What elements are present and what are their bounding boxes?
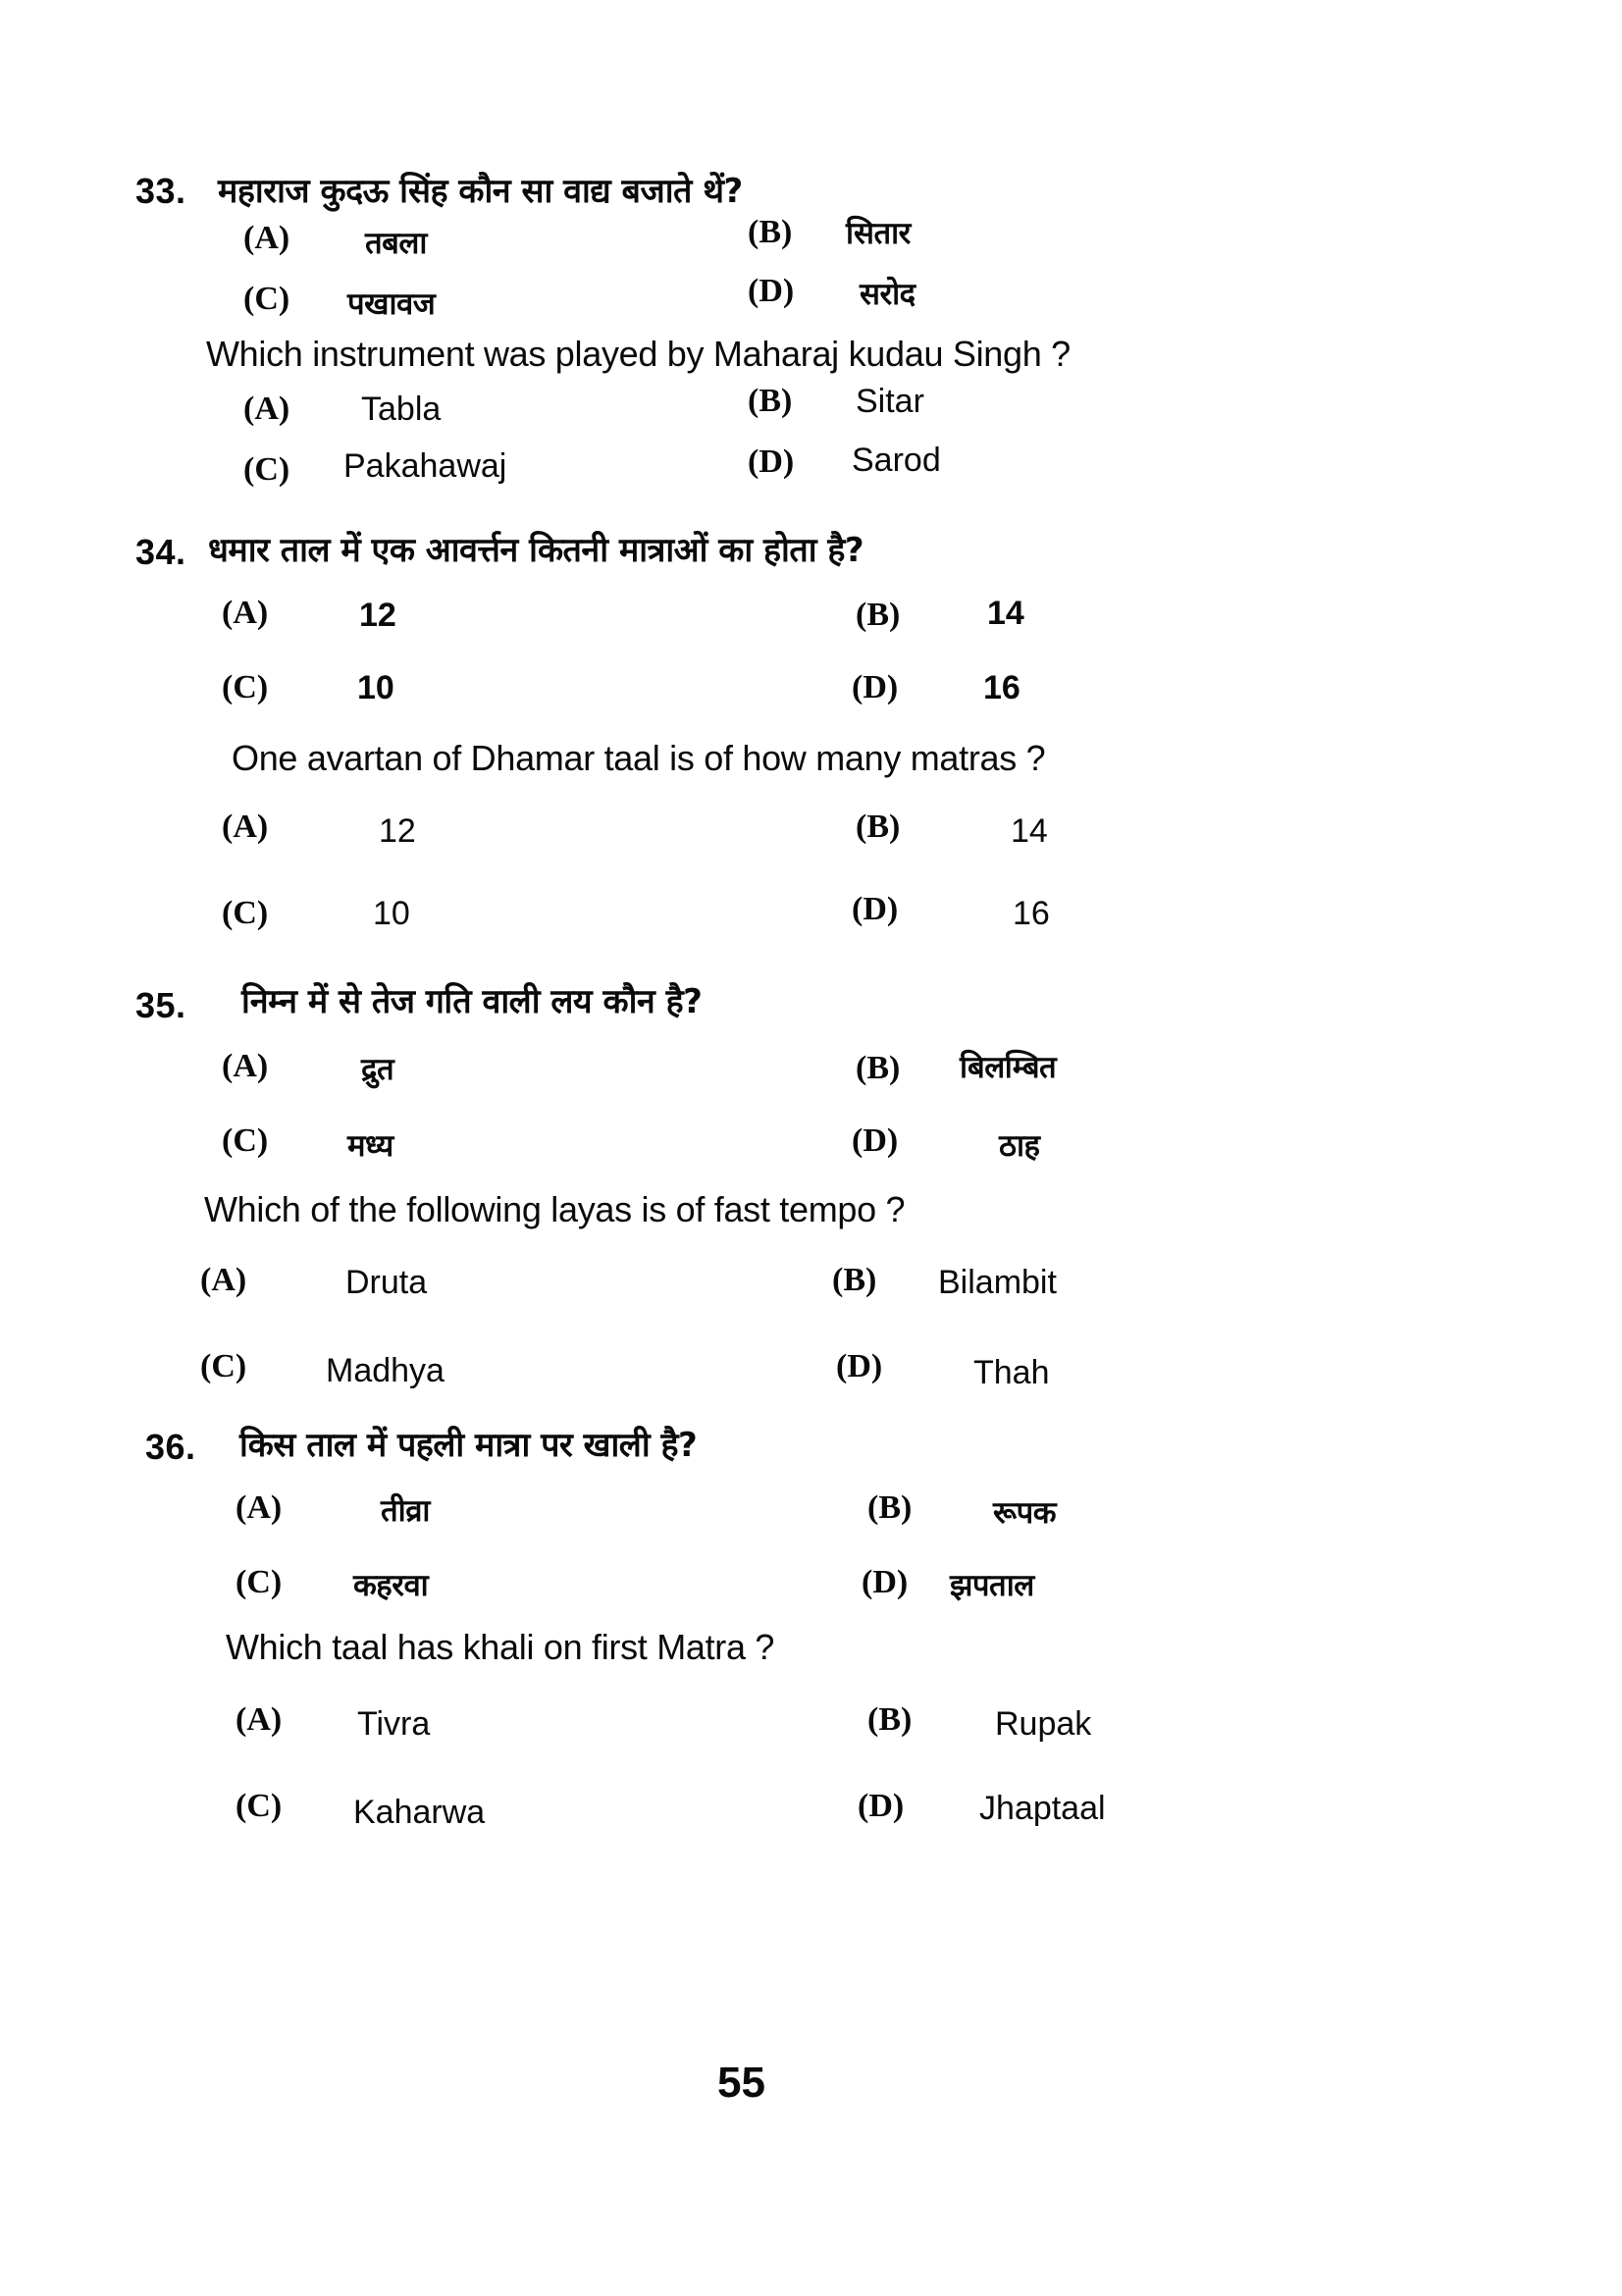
option-letter: (A)	[235, 1489, 283, 1526]
option-text-english: 10	[373, 895, 410, 932]
option-text-english: 12	[379, 812, 416, 850]
option-letter: (B)	[748, 214, 793, 250]
option-text-english: Jhaptaal	[979, 1790, 1106, 1827]
option-letter: (D)	[852, 1122, 899, 1159]
question-number: 34.	[135, 532, 186, 572]
question-text-hindi: धमार ताल में एक आवर्त्तन कितनी मात्राओं का होता है?	[208, 531, 864, 570]
option-letter: (A)	[243, 391, 290, 427]
option-letter: (C)	[222, 669, 269, 705]
option-letter: (C)	[243, 281, 290, 317]
option-text-hindi: 14	[987, 595, 1024, 632]
option-letter: (C)	[235, 1564, 283, 1600]
option-text-english: 16	[1013, 895, 1050, 932]
question-number: 33.	[135, 171, 186, 211]
question-number: 36.	[145, 1427, 196, 1467]
option-text-english: Druta	[345, 1264, 428, 1301]
option-text-english: Sarod	[852, 442, 941, 479]
option-letter: (C)	[222, 895, 269, 931]
option-text-hindi: 16	[983, 669, 1020, 706]
option-text-english: Sitar	[856, 383, 924, 420]
option-text-hindi: रूपक	[993, 1495, 1057, 1531]
option-letter: (B)	[832, 1262, 877, 1298]
option-letter: (B)	[867, 1701, 913, 1738]
question-text-hindi: किस ताल में पहली मात्रा पर खाली है?	[239, 1426, 698, 1465]
option-text-english: Tivra	[357, 1705, 431, 1743]
option-letter: (B)	[867, 1489, 913, 1526]
question-text-english: One avartan of Dhamar taal is of how many matras ?	[232, 738, 1046, 778]
option-letter: (B)	[856, 597, 901, 633]
option-text-hindi: बिलम्बित	[960, 1050, 1057, 1085]
option-text-hindi: सरोद	[860, 277, 916, 312]
option-text-hindi: झपताल	[950, 1568, 1034, 1603]
option-letter: (C)	[222, 1122, 269, 1159]
option-text-hindi: कहरवा	[353, 1568, 429, 1603]
option-letter: (D)	[862, 1564, 909, 1600]
option-text-hindi: द्रुत	[361, 1052, 394, 1087]
option-text-hindi: मध्य	[347, 1128, 393, 1164]
option-text-english: Thah	[973, 1354, 1050, 1391]
question-text-hindi: महाराज कुदऊ सिंह कौन सा वाद्य बजाते थें?	[218, 172, 743, 211]
option-text-hindi: तीव्रा	[381, 1493, 430, 1529]
option-letter: (B)	[856, 809, 901, 845]
option-letter: (A)	[222, 595, 269, 631]
option-letter: (A)	[200, 1262, 247, 1298]
option-letter: (A)	[235, 1701, 283, 1738]
option-letter: (D)	[748, 444, 795, 480]
option-letter: (B)	[748, 383, 793, 419]
option-letter: (D)	[852, 891, 899, 927]
option-text-english: Tabla	[361, 391, 442, 428]
option-letter: (A)	[222, 809, 269, 845]
page-number: 55	[717, 2059, 765, 2107]
option-letter: (D)	[748, 273, 795, 309]
question-text-english: Which taal has khali on first Matra ?	[226, 1627, 775, 1667]
option-text-english: Pakahawaj	[343, 447, 507, 485]
question-text-english: Which of the following layas is of fast tempo ?	[204, 1189, 906, 1229]
option-text-english: 14	[1011, 812, 1048, 850]
question-text-english: Which instrument was played by Maharaj kudau Singh ?	[206, 334, 1071, 374]
option-text-hindi: ठाह	[999, 1128, 1040, 1164]
option-letter: (D)	[836, 1348, 883, 1384]
option-letter: (B)	[856, 1050, 901, 1086]
option-text-english: Bilambit	[938, 1264, 1057, 1301]
question-number: 35.	[135, 985, 186, 1025]
option-text-hindi: तबला	[365, 226, 427, 261]
option-text-hindi: 12	[359, 597, 396, 634]
option-letter: (C)	[200, 1348, 247, 1384]
option-letter: (C)	[243, 451, 290, 488]
option-text-hindi: 10	[357, 669, 394, 706]
option-letter: (A)	[222, 1048, 269, 1084]
option-letter: (D)	[852, 669, 899, 705]
option-text-hindi: सितार	[846, 216, 911, 251]
option-text-english: Madhya	[326, 1352, 445, 1389]
option-text-hindi: पखावज	[347, 287, 436, 322]
option-text-english: Rupak	[995, 1705, 1092, 1743]
option-letter: (C)	[235, 1788, 283, 1824]
option-text-english: Kaharwa	[353, 1794, 486, 1831]
question-text-hindi: निम्न में से तेज गति वाली लय कौन है?	[241, 982, 703, 1021]
option-letter: (A)	[243, 220, 290, 256]
option-letter: (D)	[858, 1788, 905, 1824]
